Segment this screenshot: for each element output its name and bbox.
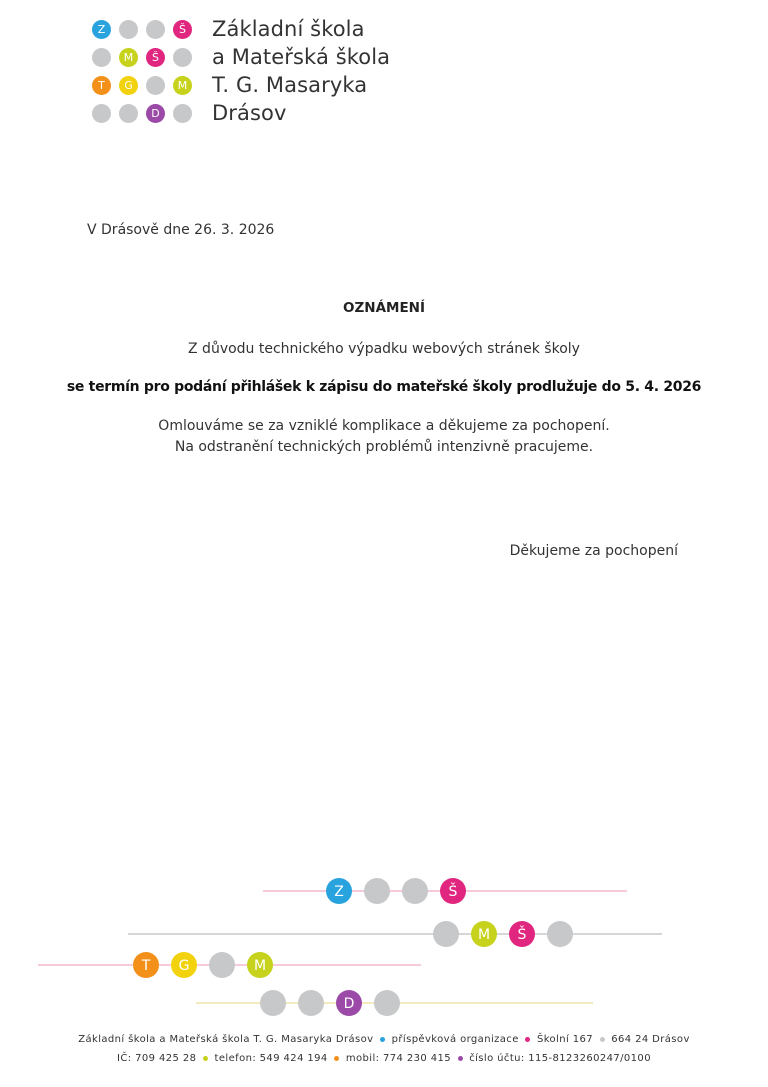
decoration-dot bbox=[260, 990, 286, 1016]
notice-line: Na odstranění technických problémů intenzivně pracujeme. bbox=[174, 439, 594, 455]
logo-dot: D bbox=[146, 104, 165, 123]
decoration-row bbox=[196, 990, 593, 1016]
logo-row bbox=[92, 15, 390, 43]
logo-row bbox=[92, 99, 390, 127]
logo-text: T. G. Masaryka bbox=[212, 73, 368, 97]
closing-thanks: Děkujeme za pochopení bbox=[509, 543, 678, 559]
footer-ico: IČ: 709 425 28 bbox=[117, 1053, 197, 1064]
decoration-letter: G bbox=[178, 958, 190, 974]
logo-dot: Š bbox=[146, 48, 165, 67]
decoration-letter: M bbox=[477, 927, 491, 943]
decoration-dot bbox=[364, 878, 390, 904]
logo-text: a Mateřská škola bbox=[212, 45, 391, 69]
logo-dot: G bbox=[119, 76, 138, 95]
footer-school-name: Základní škola a Mateřská škola T. G. Masaryka Drásov bbox=[78, 1034, 374, 1045]
footer-mobile: mobil: 774 230 415 bbox=[345, 1053, 452, 1064]
logo-dot bbox=[173, 104, 192, 123]
footer-phone: telefon: 549 424 194 bbox=[214, 1053, 328, 1064]
logo-dot bbox=[92, 104, 111, 123]
bullet-icon bbox=[525, 1037, 530, 1042]
logo-row bbox=[92, 71, 390, 99]
logo-dot bbox=[146, 76, 165, 95]
logo-dot bbox=[119, 20, 138, 39]
footer-line-1 bbox=[0, 1034, 768, 1045]
notice-line: Omlouváme se za vzniklé komplikace a děkujeme za pochopení. bbox=[158, 418, 610, 434]
place-date: V Drásově dne 26. 3. 2026 bbox=[87, 222, 275, 238]
footer-decoration bbox=[0, 860, 768, 1025]
notice-deadline: se termín pro podání přihlášek k zápisu do mateřské školy prodlužuje do 5. 4. 2026 bbox=[66, 379, 702, 395]
logo-dot bbox=[146, 20, 165, 39]
bullet-icon bbox=[458, 1056, 463, 1061]
decoration-dot bbox=[402, 878, 428, 904]
decoration-dot bbox=[433, 921, 459, 947]
bullet-icon bbox=[334, 1056, 339, 1061]
decoration-letter: Š bbox=[517, 927, 527, 943]
logo-dots bbox=[92, 48, 200, 67]
decoration-row bbox=[128, 921, 662, 947]
logo-row bbox=[92, 43, 390, 71]
footer-account: číslo účtu: 115-8123260247/0100 bbox=[469, 1053, 651, 1064]
footer-org-type: příspěvková organizace bbox=[391, 1034, 519, 1045]
decoration-dot bbox=[547, 921, 573, 947]
logo-dots bbox=[92, 76, 200, 95]
footer-city: 664 24 Drásov bbox=[611, 1034, 690, 1045]
notice-title: OZNÁMENÍ bbox=[343, 300, 425, 316]
logo-text: Základní škola bbox=[212, 17, 365, 41]
decoration-dot bbox=[298, 990, 324, 1016]
logo-dot bbox=[92, 48, 111, 67]
bullet-icon bbox=[600, 1037, 605, 1042]
decoration-letter: Š bbox=[448, 884, 458, 900]
logo-dot: Š bbox=[173, 20, 192, 39]
decoration-letter: T bbox=[141, 958, 151, 974]
logo-dot: T bbox=[92, 76, 111, 95]
decoration-letter: Z bbox=[334, 884, 344, 900]
footer-line-2 bbox=[0, 1053, 768, 1064]
decoration-letter: D bbox=[343, 996, 355, 1012]
logo-dot: Z bbox=[92, 20, 111, 39]
bullet-icon bbox=[203, 1056, 208, 1061]
bullet-icon bbox=[380, 1037, 385, 1042]
footer-street: Školní 167 bbox=[536, 1034, 594, 1045]
logo-dot bbox=[119, 104, 138, 123]
logo-dot: M bbox=[173, 76, 192, 95]
logo-dot: M bbox=[119, 48, 138, 67]
school-logo bbox=[92, 15, 390, 127]
logo-dot bbox=[173, 48, 192, 67]
logo-dots bbox=[92, 20, 200, 39]
logo-dots bbox=[92, 104, 200, 123]
decoration-row bbox=[38, 952, 421, 978]
notice-line: Z důvodu technického výpadku webových stránek školy bbox=[188, 341, 580, 357]
decoration-row bbox=[263, 878, 627, 904]
decoration-dot bbox=[209, 952, 235, 978]
decoration-dot bbox=[374, 990, 400, 1016]
logo-text: Drásov bbox=[212, 101, 287, 125]
decoration-letter: M bbox=[253, 958, 267, 974]
